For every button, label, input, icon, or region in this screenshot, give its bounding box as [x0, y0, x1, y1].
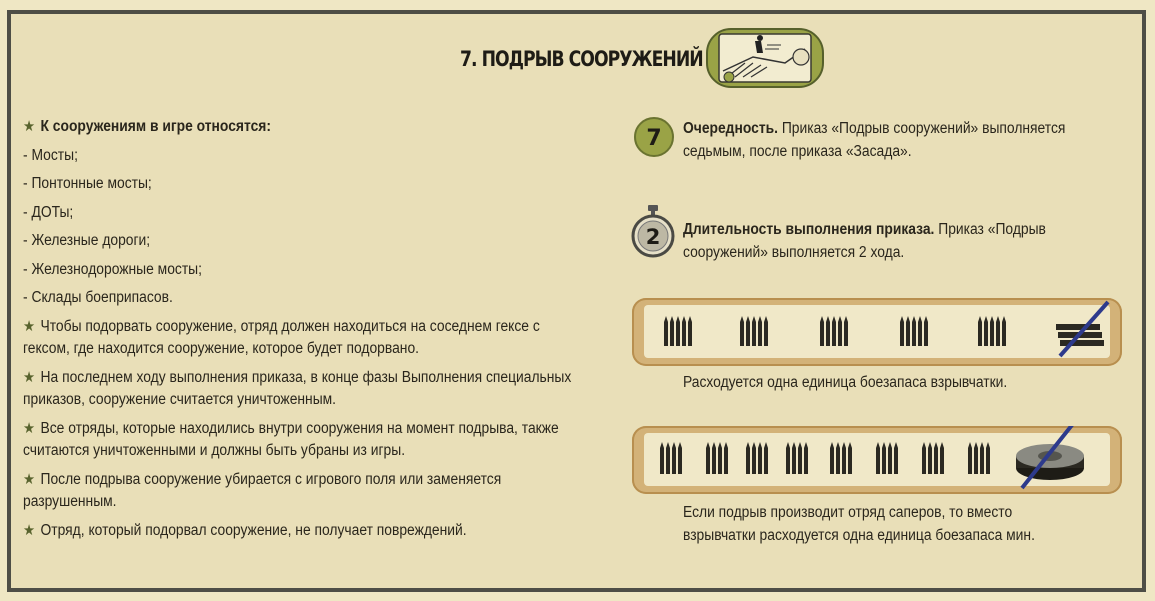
ammo-cartridge-icon: [968, 442, 990, 474]
ammo-cartridge-icon: [786, 442, 808, 474]
page-title: 7. ПОДРЫВ СООРУЖЕНИЙ: [460, 47, 703, 71]
ammo-cartridge-icon: [978, 316, 1006, 346]
explosives-ammo-track: [632, 298, 1122, 366]
demolition-order-icon: [705, 27, 825, 89]
ammo-cartridge-icon: [900, 316, 928, 346]
structures-heading: К сооружениям в игре относятся:: [40, 118, 271, 135]
ammo-cartridge-icon: [922, 442, 944, 474]
rule-item: ★ На последнем ходу выполнения приказа, в конце фазы Выполнения специальных приказов, сооружение считается уничтоженным.: [23, 368, 572, 408]
list-item: - ДОТы;: [23, 203, 74, 221]
order-sequence-block: [683, 118, 1155, 163]
ammo-cartridge-icon: [820, 316, 848, 346]
rule-item: ★ Чтобы подорвать сооружение, отряд должен находиться на соседнем гексе с гексом, где находится сооружение, которое будет подорвано.: [23, 317, 540, 357]
stopwatch-icon: [630, 203, 676, 259]
star-icon: ★: [23, 368, 36, 386]
rule-item: ★ После подрыва сооружение убирается с игрового поля или заменяется разрушенным.: [23, 470, 502, 510]
ammo-cartridge-icon: [876, 442, 898, 474]
ammo-cartridge-icon: [740, 316, 768, 346]
star-icon: ★: [23, 419, 36, 437]
order-sequence-text: Приказ «Подрыв сооружений» выполняется седьмым, после приказа «Засада».: [683, 120, 1066, 160]
duration-text: Приказ «Подрыв сооружений» выполняется 2 хода.: [683, 221, 1046, 261]
left-column: [23, 116, 583, 542]
explosives-caption: Расходуется одна единица боезапаса взрывчатки.: [683, 374, 1008, 391]
list-item: - Понтонные мосты;: [23, 175, 152, 192]
list-item: - Склады боеприпасов.: [23, 289, 173, 306]
ammo-cartridge-icon: [830, 442, 852, 474]
duration-label: Длительность выполнения приказа.: [683, 221, 935, 238]
list-item: - Железные дороги;: [23, 232, 151, 249]
star-icon: ★: [23, 521, 36, 539]
ammo-cartridge-icon: [664, 316, 692, 346]
star-icon: ★: [23, 470, 36, 488]
structures-heading-row: [23, 116, 527, 139]
star-icon: ★: [23, 317, 36, 335]
ammo-cartridge-icon: [706, 442, 728, 474]
rule-item: ★ Все отряды, которые находились внутри сооружения на момент подрыва, также считаются уничтоженными и должны быть убраны из игры.: [23, 419, 559, 459]
ammo-cartridge-icon: [660, 442, 682, 474]
mines-caption: Если подрыв производит отряд саперов, то вместо взрывчатки расходуется одна единица боезапаса мин.: [683, 504, 1035, 544]
star-icon: ★: [23, 118, 36, 135]
explosives-crossed-icon: [1056, 302, 1108, 356]
duration-block: [683, 219, 1155, 264]
order-sequence-badge-icon: [633, 116, 675, 158]
ammo-cartridge-icon: [746, 442, 768, 474]
mine-crossed-icon: [1016, 426, 1084, 488]
duration-number: 2: [645, 225, 661, 249]
order-sequence-label: Очередность.: [683, 120, 778, 137]
mines-ammo-track: [632, 426, 1122, 494]
order-sequence-number: 7: [646, 126, 662, 151]
list-item: - Железнодорожные мосты;: [23, 260, 202, 278]
rule-item: ★ Отряд, который подорвал сооружение, не получает повреждений.: [23, 521, 467, 539]
list-item: - Мосты;: [23, 146, 78, 164]
